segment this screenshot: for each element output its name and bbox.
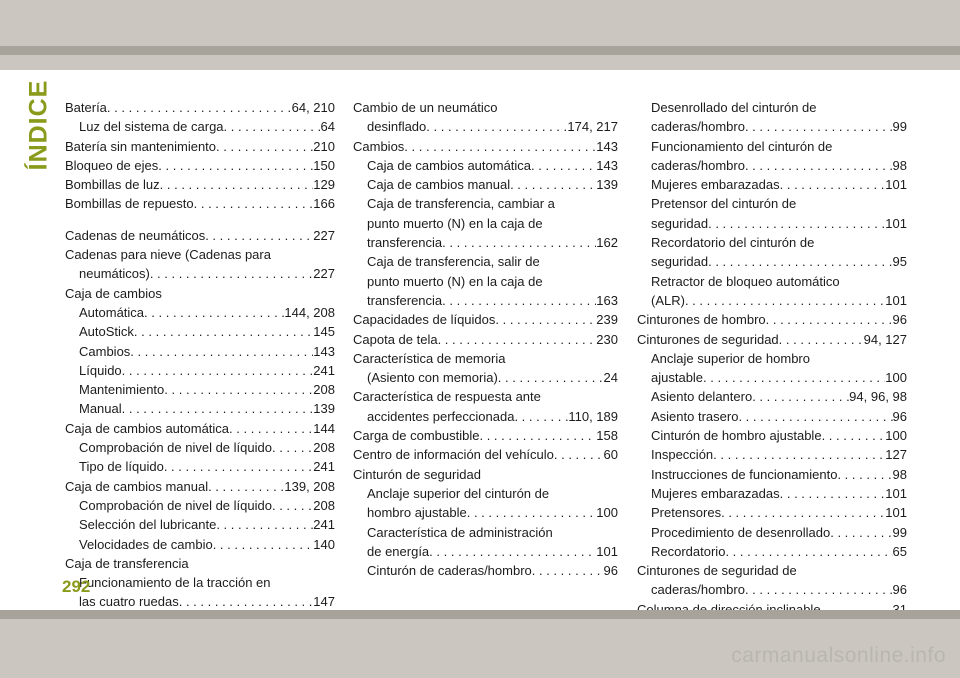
dot-leader bbox=[745, 156, 893, 175]
index-entry-pages: 101 bbox=[885, 505, 907, 521]
index-entry bbox=[79, 515, 335, 534]
index-entry-pages: 210 bbox=[313, 138, 335, 154]
index-entry bbox=[637, 561, 907, 580]
index-entry bbox=[65, 175, 335, 194]
dot-leader bbox=[442, 291, 596, 310]
index-entry-term: de energía bbox=[367, 543, 430, 559]
index-entry bbox=[65, 554, 335, 573]
index-entry-term: Bombillas de luz bbox=[65, 177, 160, 193]
dot-leader bbox=[837, 465, 892, 484]
index-entry-pages: 208 bbox=[313, 497, 335, 513]
index-entry-term: Selección del lubricante bbox=[79, 517, 217, 533]
index-entry bbox=[65, 477, 335, 496]
dot-leader bbox=[130, 342, 313, 361]
index-entry-term: Cinturón de seguridad bbox=[353, 466, 481, 482]
index-entry bbox=[79, 573, 335, 592]
dot-leader bbox=[194, 194, 314, 213]
index-entry bbox=[65, 98, 335, 117]
index-entry bbox=[79, 380, 335, 399]
index-entry-term: punto muerto (N) en la caja de bbox=[367, 215, 543, 231]
index-entry-term: Automática bbox=[79, 304, 145, 320]
index-entry-pages: 143 bbox=[596, 138, 618, 154]
index-entry-term: Recordatorio del cinturón de bbox=[651, 235, 815, 251]
index-entry bbox=[367, 194, 618, 213]
dot-leader bbox=[164, 380, 313, 399]
index-entry-term: ajustable bbox=[651, 370, 704, 386]
index-entry-pages: 64 bbox=[320, 119, 335, 135]
index-entry-term: Velocidades de cambio bbox=[79, 536, 213, 552]
index-entry-term: (ALR) bbox=[651, 292, 685, 308]
section-tab bbox=[24, 79, 54, 171]
index-entry-pages: 99 bbox=[892, 524, 907, 540]
index-entry bbox=[651, 194, 907, 213]
index-entry bbox=[79, 264, 335, 283]
dot-leader bbox=[532, 561, 604, 580]
dot-leader bbox=[514, 407, 568, 426]
index-entry bbox=[651, 252, 907, 271]
dot-leader bbox=[208, 477, 284, 496]
index-entry-term: Cadenas de neumáticos bbox=[65, 227, 206, 243]
index-entry-pages: 110, 189 bbox=[568, 408, 618, 424]
index-entry bbox=[79, 399, 335, 418]
index-entry-pages: 127 bbox=[885, 447, 907, 463]
index-entry bbox=[637, 330, 907, 349]
index-entry bbox=[651, 175, 907, 194]
dot-leader bbox=[216, 515, 313, 534]
index-entry bbox=[367, 252, 618, 271]
dot-leader bbox=[272, 438, 313, 457]
dot-leader bbox=[229, 419, 313, 438]
index-entry-term: hombro ajustable bbox=[367, 505, 467, 521]
dot-leader bbox=[822, 426, 886, 445]
index-entry bbox=[79, 535, 335, 554]
index-entry bbox=[79, 322, 335, 341]
index-entry-term: Funcionamiento del cinturón de bbox=[651, 138, 833, 154]
index-entry-term: Capacidades de líquidos bbox=[353, 312, 496, 328]
dot-leader bbox=[150, 264, 313, 283]
index-entry bbox=[65, 156, 335, 175]
dot-leader bbox=[134, 322, 313, 341]
index-entry-term: Caja de transferencia, cambiar a bbox=[367, 196, 555, 212]
index-entry-term: Carga de combustible bbox=[353, 428, 480, 444]
index-entry bbox=[65, 419, 335, 438]
dot-leader bbox=[158, 156, 313, 175]
index-entry-term: caderas/hombro bbox=[651, 119, 745, 135]
dot-leader bbox=[830, 523, 892, 542]
index-entry-pages: 174, 217 bbox=[567, 119, 618, 135]
index-entry-pages: 129 bbox=[313, 177, 335, 193]
dot-leader bbox=[224, 117, 321, 136]
index-entry-pages: 166 bbox=[313, 196, 335, 212]
index-entry-term: AutoStick bbox=[79, 324, 134, 340]
dot-leader bbox=[752, 387, 849, 406]
index-entry bbox=[353, 349, 618, 368]
index-entry-pages: 150 bbox=[313, 157, 335, 173]
index-entry bbox=[651, 214, 907, 233]
index-entry bbox=[651, 387, 907, 406]
index-entry bbox=[367, 214, 618, 233]
index-column-1 bbox=[65, 98, 335, 631]
index-entry-term: Asiento trasero bbox=[651, 408, 739, 424]
dot-leader bbox=[426, 117, 567, 136]
dot-leader bbox=[164, 457, 313, 476]
index-entry bbox=[651, 349, 907, 368]
index-entry-pages: 100 bbox=[596, 505, 618, 521]
index-entry-pages: 144 bbox=[313, 420, 335, 436]
index-entry bbox=[353, 98, 618, 117]
index-entry-pages: 100 bbox=[885, 370, 907, 386]
index-entry bbox=[651, 117, 907, 136]
index-entry-pages: 239 bbox=[596, 312, 618, 328]
index-entry bbox=[651, 368, 907, 387]
dot-leader bbox=[467, 503, 597, 522]
index-entry-term: Procedimiento de desenrollado bbox=[651, 524, 831, 540]
index-entry bbox=[65, 137, 335, 156]
index-entry-pages: 101 bbox=[885, 485, 907, 501]
index-entry bbox=[79, 457, 335, 476]
index-entry-pages: 95 bbox=[892, 254, 907, 270]
index-entry bbox=[651, 156, 907, 175]
index-entry-term: desinflado bbox=[367, 119, 427, 135]
index-entry-term: Mujeres embarazadas bbox=[651, 485, 780, 501]
dot-leader bbox=[216, 137, 313, 156]
index-entry-pages: 241 bbox=[313, 517, 335, 533]
index-entry-pages: 139, 208 bbox=[284, 478, 335, 494]
index-entry-term: Luz del sistema de carga bbox=[79, 119, 224, 135]
index-entry-term: Comprobación de nivel de líquido bbox=[79, 440, 272, 456]
dot-leader bbox=[738, 407, 892, 426]
index-entry bbox=[65, 284, 335, 303]
index-entry-pages: 101 bbox=[885, 215, 907, 231]
index-entry-term: Caja de cambios manual bbox=[65, 478, 209, 494]
index-entry bbox=[367, 291, 618, 310]
index-entry bbox=[353, 465, 618, 484]
index-entry-term: Característica de respuesta ante bbox=[353, 389, 541, 405]
index-entry-term: Característica de memoria bbox=[353, 350, 506, 366]
index-entry-pages: 60 bbox=[603, 447, 618, 463]
dot-leader bbox=[780, 175, 886, 194]
index-entry bbox=[651, 407, 907, 426]
index-entry-term: neumáticos) bbox=[79, 266, 150, 282]
index-column-3 bbox=[637, 98, 907, 619]
index-entry bbox=[651, 542, 907, 561]
index-entry-pages: 96 bbox=[892, 408, 907, 424]
index-entry bbox=[367, 368, 618, 387]
bottom-rule bbox=[0, 610, 960, 619]
index-entry-term: caderas/hombro bbox=[651, 157, 745, 173]
index-entry-term: Pretensor del cinturón de bbox=[651, 196, 797, 212]
index-entry-term: Centro de información del vehículo bbox=[353, 447, 554, 463]
dot-leader bbox=[179, 592, 314, 611]
index-entry bbox=[79, 342, 335, 361]
index-entry-pages: 96 bbox=[892, 312, 907, 328]
index-entry-term: Cinturones de seguridad de bbox=[637, 563, 797, 579]
index-entry bbox=[651, 484, 907, 503]
index-entry bbox=[651, 426, 907, 445]
index-entry-term: transferencia bbox=[367, 235, 443, 251]
index-entry-term: Cambios bbox=[353, 138, 405, 154]
index-entry-pages: 94, 127 bbox=[863, 331, 907, 347]
index-entry-term: las cuatro ruedas bbox=[79, 594, 179, 610]
section-tab-label: ÍNDICE bbox=[24, 79, 53, 171]
index-entry bbox=[353, 330, 618, 349]
index-entry bbox=[79, 592, 335, 611]
index-entry-term: Caja de cambios automática bbox=[65, 420, 230, 436]
index-entry-term: Cadenas para nieve (Cadenas para bbox=[65, 247, 271, 263]
dot-leader bbox=[272, 496, 313, 515]
index-entry bbox=[651, 137, 907, 156]
dot-leader bbox=[554, 445, 604, 464]
index-entry-pages: 163 bbox=[596, 292, 618, 308]
dot-leader bbox=[685, 291, 885, 310]
index-entry-term: accidentes perfeccionada bbox=[367, 408, 515, 424]
index-entry-pages: 162 bbox=[596, 235, 618, 251]
page-number: 292 bbox=[62, 577, 91, 596]
index-entry-term: seguridad bbox=[651, 254, 709, 270]
index-entry-term: caderas/hombro bbox=[651, 582, 745, 598]
index-entry bbox=[65, 194, 335, 213]
index-entry-term: Cinturones de seguridad bbox=[637, 331, 779, 347]
dot-leader bbox=[780, 484, 886, 503]
dot-leader bbox=[144, 303, 284, 322]
dot-leader bbox=[213, 535, 314, 554]
index-entry-pages: 98 bbox=[892, 157, 907, 173]
dot-leader bbox=[442, 233, 596, 252]
dot-leader bbox=[122, 361, 314, 380]
index-entry-pages: 208 bbox=[313, 440, 335, 456]
index-entry bbox=[367, 156, 618, 175]
index-entry bbox=[65, 226, 335, 245]
index-entry-term: Característica de administración bbox=[367, 524, 553, 540]
index-entry-term: Pretensores bbox=[651, 505, 722, 521]
index-entry bbox=[367, 175, 618, 194]
dot-leader bbox=[745, 580, 893, 599]
index-entry-pages: 241 bbox=[313, 459, 335, 475]
dot-leader bbox=[766, 310, 893, 329]
index-entry-term: Comprobación de nivel de líquido bbox=[79, 497, 272, 513]
index-entry bbox=[651, 523, 907, 542]
dot-leader bbox=[708, 252, 892, 271]
index-entry-pages: 101 bbox=[596, 543, 618, 559]
index-entry-pages: 94, 96, 98 bbox=[849, 389, 907, 405]
dot-leader bbox=[745, 117, 893, 136]
index-entry bbox=[651, 465, 907, 484]
index-entry-term: Inspección bbox=[651, 447, 714, 463]
index-entry-term: (Asiento con memoria) bbox=[367, 370, 498, 386]
index-entry bbox=[79, 303, 335, 322]
index-entry bbox=[367, 117, 618, 136]
index-column-2 bbox=[353, 98, 618, 580]
index-entry-pages: 227 bbox=[313, 266, 335, 282]
index-entry bbox=[367, 542, 618, 561]
dot-leader bbox=[438, 330, 597, 349]
index-entry bbox=[367, 503, 618, 522]
dot-leader bbox=[107, 98, 292, 117]
index-entry-term: Cinturón de hombro ajustable bbox=[651, 428, 822, 444]
dot-leader bbox=[160, 175, 314, 194]
index-entry bbox=[651, 445, 907, 464]
dot-leader bbox=[404, 137, 596, 156]
index-entry-term: Funcionamiento de la tracción en bbox=[79, 575, 271, 591]
index-entry-pages: 145 bbox=[313, 324, 335, 340]
dot-leader bbox=[779, 330, 864, 349]
index-entry bbox=[353, 387, 618, 406]
index-entry-term: Caja de cambios automática bbox=[367, 157, 532, 173]
dot-leader bbox=[725, 542, 892, 561]
index-entry-term: Batería bbox=[65, 100, 107, 115]
dot-leader bbox=[479, 426, 596, 445]
index-entry-pages: 101 bbox=[885, 292, 907, 308]
index-entry-term: Caja de cambios bbox=[65, 285, 162, 301]
index-entry bbox=[367, 233, 618, 252]
index-entry-term: transferencia bbox=[367, 292, 443, 308]
index-entry bbox=[353, 445, 618, 464]
index-entry-term: Desenrollado del cinturón de bbox=[651, 100, 817, 115]
dot-leader bbox=[510, 175, 596, 194]
index-entry bbox=[353, 310, 618, 329]
index-entry-term: Bloqueo de ejes bbox=[65, 157, 159, 173]
index-entry-pages: 144, 208 bbox=[284, 304, 335, 320]
index-entry-term: Líquido bbox=[79, 362, 122, 378]
top-rule bbox=[0, 46, 960, 55]
watermark: carmanualsonline.info bbox=[731, 644, 946, 667]
index-entry-pages: 65 bbox=[892, 543, 907, 559]
index-entry-term: Batería sin mantenimiento bbox=[65, 138, 217, 154]
dot-leader bbox=[708, 214, 885, 233]
index-entry-term: Anclaje superior de hombro bbox=[651, 350, 810, 366]
index-entry bbox=[651, 503, 907, 522]
index-entry-pages: 101 bbox=[885, 177, 907, 193]
index-entry-term: Tipo de líquido bbox=[79, 459, 164, 475]
dot-leader bbox=[703, 368, 885, 387]
dot-leader bbox=[721, 503, 885, 522]
index-entry-term: Mantenimiento bbox=[79, 382, 165, 398]
index-entry-term: Mujeres embarazadas bbox=[651, 177, 780, 193]
index-entry bbox=[651, 233, 907, 252]
index-entry bbox=[651, 98, 907, 117]
index-entry bbox=[367, 484, 618, 503]
index-entry bbox=[353, 426, 618, 445]
index-entry-term: Anclaje superior del cinturón de bbox=[367, 485, 550, 501]
index-entry bbox=[651, 291, 907, 310]
index-entry-pages: 140 bbox=[313, 536, 335, 552]
index-entry bbox=[651, 580, 907, 599]
index-entry bbox=[367, 523, 618, 542]
index-entry-pages: 241 bbox=[313, 362, 335, 378]
index-entry-term: Caja de transferencia, salir de bbox=[367, 254, 540, 270]
index-entry-term: Caja de cambios manual bbox=[367, 177, 511, 193]
index-entry-term: seguridad bbox=[651, 215, 709, 231]
index-entry bbox=[65, 245, 335, 264]
dot-leader bbox=[122, 399, 314, 418]
index-entry bbox=[79, 361, 335, 380]
index-entry-term: Cinturón de caderas/hombro bbox=[367, 563, 532, 579]
index-entry-term: punto muerto (N) en la caja de bbox=[367, 273, 543, 289]
index-entry bbox=[79, 117, 335, 136]
index-entry bbox=[637, 310, 907, 329]
index-entry-pages: 147 bbox=[313, 594, 335, 610]
index-entry-pages: 227 bbox=[313, 227, 335, 243]
dot-leader bbox=[429, 542, 596, 561]
index-entry-pages: 98 bbox=[892, 466, 907, 482]
index-entry-pages: 139 bbox=[313, 401, 335, 417]
index-entry bbox=[79, 438, 335, 457]
index-entry-term: Asiento delantero bbox=[651, 389, 753, 405]
index-entry-term: Manual bbox=[79, 401, 122, 417]
index-entry-term: Caja de transferencia bbox=[65, 555, 189, 571]
index-entry-term: Retractor de bloqueo automático bbox=[651, 273, 840, 289]
index-entry-term: Cambio de un neumático bbox=[353, 100, 498, 115]
index-entry bbox=[79, 496, 335, 515]
index-entry-pages: 158 bbox=[596, 428, 618, 444]
index-entry-term: Recordatorio bbox=[651, 543, 726, 559]
index-entry-pages: 143 bbox=[596, 157, 618, 173]
index-entry-pages: 96 bbox=[892, 582, 907, 598]
index-entry bbox=[651, 272, 907, 291]
dot-leader bbox=[495, 310, 596, 329]
index-entry-pages: 99 bbox=[892, 119, 907, 135]
index-entry bbox=[353, 137, 618, 156]
index-entry-pages: 208 bbox=[313, 382, 335, 398]
index-entry-pages: 143 bbox=[313, 343, 335, 359]
top-band bbox=[0, 0, 960, 70]
index-entry-term: Cambios bbox=[79, 343, 131, 359]
dot-leader bbox=[498, 368, 604, 387]
index-entry bbox=[367, 407, 618, 426]
index-entry-pages: 100 bbox=[885, 428, 907, 444]
index-entry bbox=[367, 561, 618, 580]
index-entry-pages: 64, 210 bbox=[291, 100, 335, 115]
index-entry-pages: 24 bbox=[603, 370, 618, 386]
index-entry bbox=[367, 272, 618, 291]
index-entry-pages: 96 bbox=[603, 563, 618, 579]
dot-leader bbox=[205, 226, 313, 245]
index-entry-term: Capota de tela bbox=[353, 331, 438, 347]
dot-leader bbox=[713, 445, 885, 464]
index-entry-term: Instrucciones de funcionamiento bbox=[651, 466, 838, 482]
dot-leader bbox=[531, 156, 596, 175]
index-entry-term: Bombillas de repuesto bbox=[65, 196, 194, 212]
index-entry-term: Cinturones de hombro bbox=[637, 312, 766, 328]
index-entry-pages: 139 bbox=[596, 177, 618, 193]
index-entry-pages: 230 bbox=[596, 331, 618, 347]
